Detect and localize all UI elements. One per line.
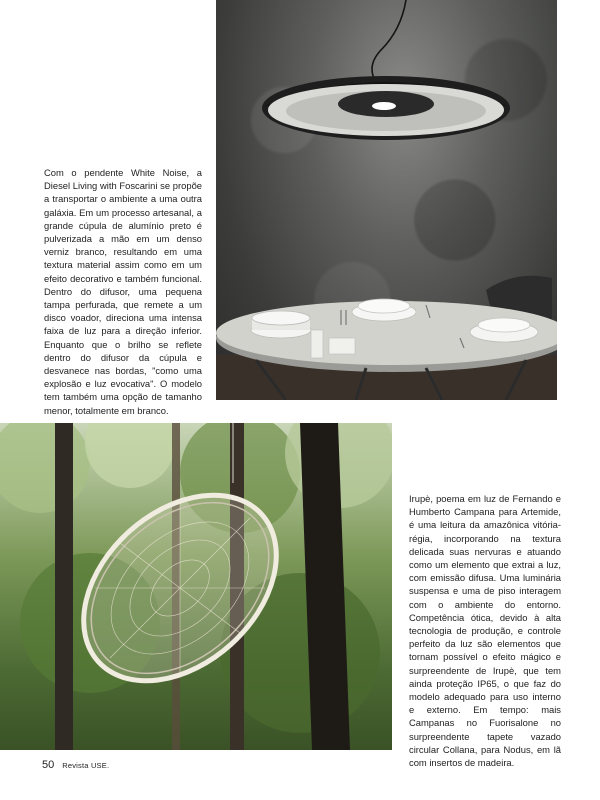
- article-bottom-text: Irupè, poema em luz de Fernando e Humberto Campana para Artemide, é uma leitura da amazônica vitória-régia, incorporando na textura delicada suas nervuras e atuando como um elemento que extrai a luz, com emissão difusa. Uma luminária suspensa e uma de piso interagem com o ambiente do entorno. Competência ótica, devido à alta tecnologia de produção, e controle perfeito da luz são elementos que tornam possível o efeito mágico e surpreendente de Irupè, que tem ainda proteção IP65, o que faz do modelo adequado para uso interno e externo. Em tempo: mais Campanas no Fuorisalone no surpreendente tapete vazado circular Collana, para Nodus, em lã com insertos de madeira.: [409, 493, 561, 769]
- white-noise-pendant-photo: [216, 0, 557, 400]
- forest-scene-illustration: [0, 423, 392, 750]
- pendant-scene-illustration: [216, 0, 557, 400]
- magazine-name: Revista USE.: [62, 761, 110, 770]
- irupe-lamp-photo: [0, 423, 392, 750]
- page-footer: [42, 759, 109, 771]
- page-number: 50: [42, 759, 55, 771]
- article-top-text: Com o pendente White Noise, a Diesel Living with Foscarini se propõe a transportar o ambiente a uma outra galáxia. Em um processo artesanal, a grande cúpula de alumínio preto é pulverizada a mão em um denso verniz branco, resultando em uma textura material assim como em um efeito decorativo e também funcional. Dentro do difusor, uma pequena tampa perfurada, que remete a um disco voador, direciona uma intensa faixa de luz para a direção inferior. Enquanto que o brilho se reflete dentro do difusor da cúpula e desvanece nas bordas, "como uma explosão e luz evocativa". O modelo tem também uma opção de tamanho menor, totalmente em branco.: [44, 167, 202, 416]
